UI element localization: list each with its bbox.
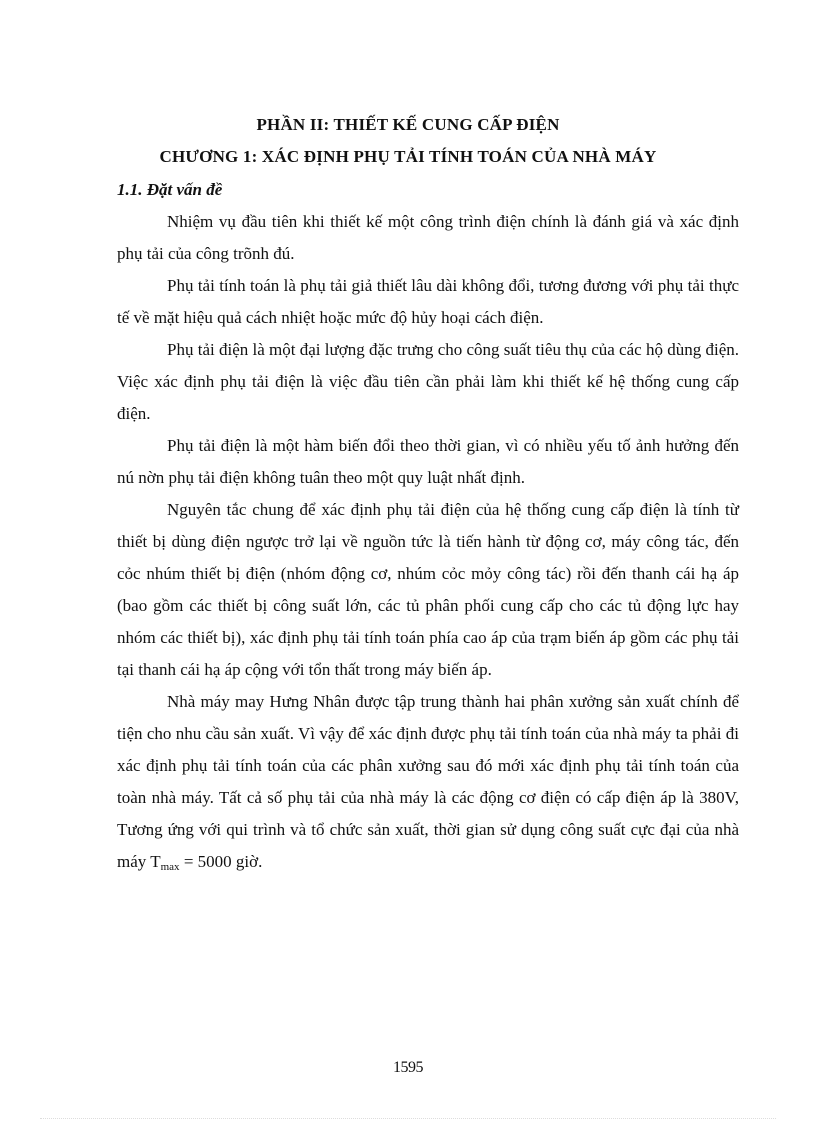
chapter-title: CHƯƠNG 1: XÁC ĐỊNH PHỤ TẢI TÍNH TOÁN CỦA NHÀ MÁY: [159, 147, 657, 166]
paragraph-last: [117, 686, 739, 878]
paragraph: Phụ tải điện là một đại lượng đặc trưng cho công suất tiêu thụ của các hộ dùng điện. Việc xác định phụ tải điện là việc đầu tiên cần phải làm khi thiết kế hệ thống cung cấp điện.: [117, 340, 739, 423]
part-title: PHẦN II: THIẾT KẾ CUNG CẤP ĐIỆN: [256, 115, 560, 134]
paragraph: Nguyên tắc chung để xác định phụ tải điện của hệ thống cung cấp điện là tính từ thiết bị dùng điện ngược trở lại về nguồn tức là tiến hành từ động cơ, máy công tác, đến cỏc nhúm thiết bị điện (nhóm động cơ, nhúm cỏc mỏy công tác) rồi đến thanh cái hạ áp (bao gồm các thiết bị công suất lớn, các tủ phân phối cung cấp cho các tủ động lực hay nhóm các thiết bị), xác định phụ tải tính toán phía cao áp của trạm biến áp gồm các phụ tải tại thanh cái hạ áp cộng với tổn thất trong máy biến áp.: [117, 500, 739, 679]
body-text: [117, 206, 739, 878]
section-heading: 1.1. Đặt vấn đề: [117, 180, 223, 199]
page-divider: [40, 1118, 776, 1119]
paragraph: Phụ tải điện là một hàm biến đổi theo thời gian, vì có nhiều yếu tố ảnh hưởng đến nú nờn phụ tải điện không tuân theo một quy luật nhất định.: [117, 436, 739, 487]
page-number: 1595: [393, 1059, 423, 1076]
paragraph: Nhiệm vụ đầu tiên khi thiết kế một công trình điện chính là đánh giá và xác định phụ tải của công trõnh đú.: [117, 212, 739, 263]
subscript-max: max: [160, 861, 180, 873]
paragraph: Phụ tải tính toán là phụ tải giả thiết lâu dài không đổi, tương đương với phụ tải thực tế về mặt hiệu quả cách nhiệt hoặc mức độ hủy hoại cách điện.: [117, 276, 739, 327]
paragraph-last-tail: = 5000 giờ.: [179, 852, 263, 871]
paragraph-last-text: Nhà máy may Hưng Nhân được tập trung thành hai phân xưởng sản xuất chính để tiện cho nhu cầu sản xuất. Vì vậy để xác định được phụ tải tính toán của nhà máy ta phải đi xác định phụ tải tính toán của các phân xưởng sau đó mới xác định phụ tải tính toán của toàn nhà máy. Tất cả số phụ tải của nhà máy là các động cơ điện có cấp điện áp là 380V, Tương ứng với qui trình và tổ chức sản xuất, thời gian sử dụng công suất cực đại của nhà máy T: [117, 692, 739, 871]
